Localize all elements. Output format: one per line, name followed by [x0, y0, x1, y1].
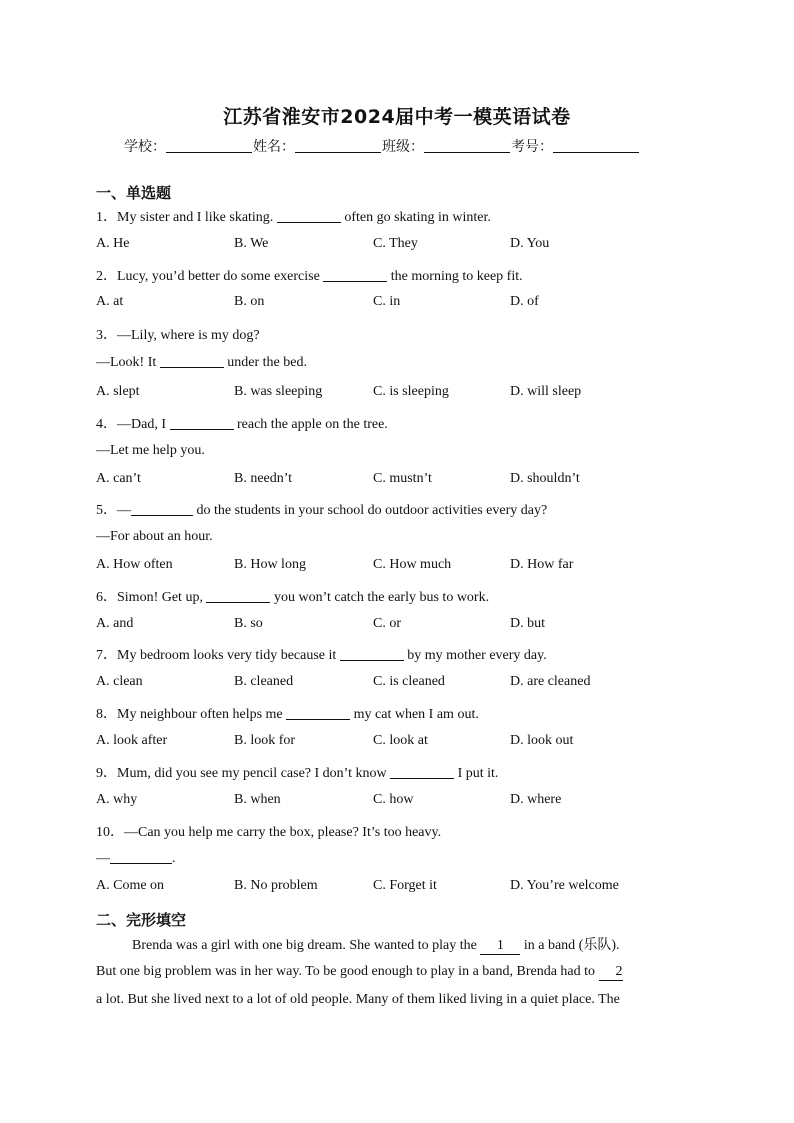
question-text: do the students in your school do outdoor activities every day? — [193, 503, 548, 518]
question-3-reply — [96, 354, 307, 371]
option-d[interactable]: D. You — [510, 236, 550, 251]
option-c[interactable]: C. or — [373, 616, 401, 631]
option-c[interactable]: C. in — [373, 294, 401, 309]
question-8 — [96, 703, 479, 723]
question-1 — [96, 206, 491, 226]
section-heading-cloze: 二、完形填空 — [96, 911, 187, 929]
option-b[interactable]: B. needn’t — [234, 471, 293, 486]
option-d[interactable]: D. of — [510, 294, 539, 309]
class-blank[interactable] — [424, 138, 510, 153]
option-d[interactable]: D. shouldn’t — [510, 471, 580, 486]
option-a[interactable]: A. why — [96, 792, 138, 807]
option-a[interactable]: A. and — [96, 616, 134, 631]
question-text: the morning to keep fit. — [387, 269, 523, 284]
option-c[interactable]: C. is sleeping — [373, 384, 449, 399]
answer-blank[interactable] — [286, 706, 350, 720]
option-a[interactable]: A. look after — [96, 733, 168, 748]
name-blank[interactable] — [295, 138, 381, 153]
question-text: 4．—Dad, I — [96, 417, 170, 432]
question-text: 7．My bedroom looks very tidy because it — [96, 648, 340, 663]
option-b[interactable]: B. We — [234, 236, 269, 251]
question-text: 9．Mum, did you see my pencil case? I don’t know — [96, 766, 391, 781]
answer-blank[interactable] — [110, 850, 172, 864]
school-label: 学校： — [124, 139, 166, 155]
answer-blank[interactable] — [277, 209, 341, 223]
option-b[interactable]: B. look for — [234, 733, 296, 748]
option-d[interactable]: D. will sleep — [510, 384, 582, 399]
question-text: 6．Simon! Get up, — [96, 590, 207, 605]
cloze-blank-2[interactable]: 2 — [599, 964, 623, 981]
option-d[interactable]: D. look out — [510, 733, 574, 748]
question-text: under the bed. — [223, 355, 307, 370]
question-text: you won’t catch the early bus to work. — [270, 590, 490, 605]
option-d[interactable]: D. where — [510, 792, 562, 807]
exam-number-blank[interactable] — [553, 138, 639, 153]
option-a[interactable]: A. How often — [96, 557, 173, 572]
question-text: — — [96, 851, 110, 866]
class-label: 班级： — [382, 139, 424, 155]
option-b[interactable]: B. so — [234, 616, 263, 631]
exam-title: 江苏省淮安市2024届中考一模英语试卷 — [223, 106, 571, 128]
option-c[interactable]: C. mustn’t — [373, 471, 432, 486]
question-3: 3．—Lily, where is my dog? — [96, 328, 260, 343]
option-c[interactable]: C. They — [373, 236, 418, 251]
option-b[interactable]: B. How long — [234, 557, 306, 572]
option-b[interactable]: B. on — [234, 294, 265, 309]
option-b[interactable]: B. No problem — [234, 878, 318, 893]
question-text: 1．My sister and I like skating. — [96, 210, 277, 225]
question-7 — [96, 644, 547, 664]
cloze-paragraph-line-2 — [96, 964, 697, 981]
answer-blank[interactable] — [170, 416, 234, 430]
option-d[interactable]: D. but — [510, 616, 545, 631]
option-d[interactable]: D. You’re welcome — [510, 878, 619, 893]
question-text: —Look! It — [96, 355, 160, 370]
answer-blank[interactable] — [390, 765, 454, 779]
passage-text: in a band (乐队). — [520, 938, 620, 953]
question-2 — [96, 265, 523, 285]
answer-blank[interactable] — [323, 268, 387, 282]
answer-blank[interactable] — [131, 502, 193, 516]
cloze-blank-1[interactable]: 1 — [480, 938, 520, 955]
student-info-row — [124, 136, 640, 156]
question-6 — [96, 586, 489, 606]
question-text: 5．— — [96, 503, 131, 518]
option-a[interactable]: A. slept — [96, 384, 140, 399]
question-text: my cat when I am out. — [350, 707, 479, 722]
option-b[interactable]: B. cleaned — [234, 674, 294, 689]
question-text: by my mother every day. — [403, 648, 547, 663]
option-a[interactable]: A. He — [96, 236, 130, 251]
option-d[interactable]: D. are cleaned — [510, 674, 591, 689]
answer-blank[interactable] — [206, 589, 270, 603]
section-heading-single-choice: 一、单选题 — [96, 184, 172, 202]
question-text: 8．My neighbour often helps me — [96, 707, 287, 722]
question-10: 10．—Can you help me carry the box, please? It’s too heavy. — [96, 825, 442, 840]
option-c[interactable]: C. How much — [373, 557, 452, 572]
passage-text: Brenda was a girl with one big dream. She wanted to play the — [132, 938, 481, 953]
school-blank[interactable] — [166, 138, 252, 153]
option-d[interactable]: D. How far — [510, 557, 574, 572]
answer-blank[interactable] — [160, 354, 224, 368]
option-a[interactable]: A. at — [96, 294, 124, 309]
option-a[interactable]: A. Come on — [96, 878, 165, 893]
question-text: reach the apple on the tree. — [233, 417, 388, 432]
exam-number-label: 考号： — [511, 139, 553, 155]
question-5 — [96, 499, 547, 519]
question-text: 2．Lucy, you’d better do some exercise — [96, 269, 324, 284]
cloze-paragraph-line-1 — [96, 934, 697, 955]
question-text: I put it. — [454, 766, 499, 781]
question-4 — [96, 413, 388, 433]
question-4-reply: —Let me help you. — [96, 443, 205, 458]
cloze-paragraph-line-3: a lot. But she lived next to a lot of old people. Many of them liked living in a quiet place. The — [96, 992, 620, 1007]
option-c[interactable]: C. Forget it — [373, 878, 437, 893]
option-c[interactable]: C. look at — [373, 733, 428, 748]
question-10-reply — [96, 850, 176, 867]
question-text: . — [172, 851, 176, 866]
option-c[interactable]: C. is cleaned — [373, 674, 445, 689]
option-b[interactable]: B. when — [234, 792, 281, 807]
option-c[interactable]: C. how — [373, 792, 414, 807]
question-5-reply: —For about an hour. — [96, 529, 213, 544]
option-a[interactable]: A. can’t — [96, 471, 141, 486]
option-a[interactable]: A. clean — [96, 674, 143, 689]
question-9 — [96, 762, 498, 782]
question-text: often go skating in winter. — [340, 210, 491, 225]
answer-blank[interactable] — [340, 647, 404, 661]
passage-text: But one big problem was in her way. To be good enough to play in a band, Brenda had to — [96, 964, 599, 979]
option-b[interactable]: B. was sleeping — [234, 384, 323, 399]
name-label: 姓名： — [253, 139, 295, 155]
